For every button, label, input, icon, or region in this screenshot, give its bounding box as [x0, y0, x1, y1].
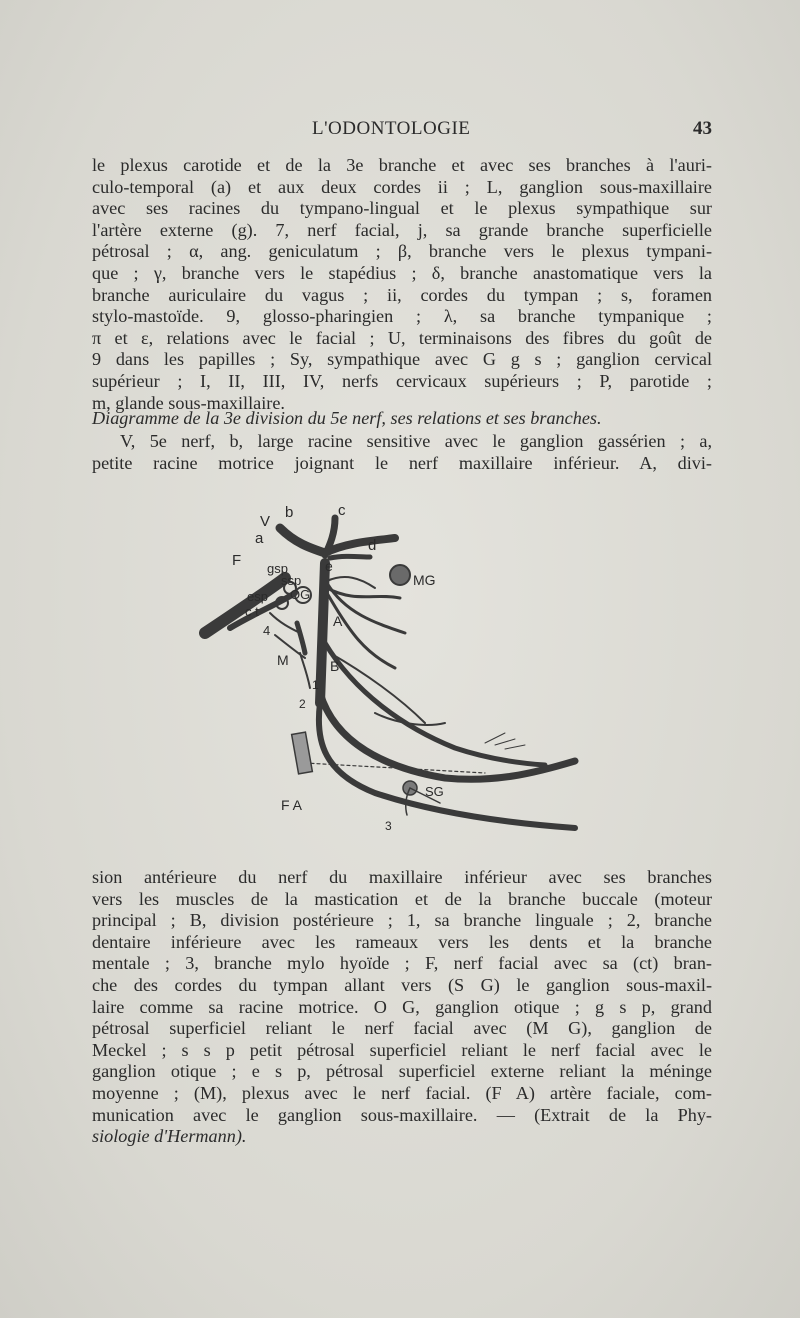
- text-line: branche auriculaire du vagus ; ii, cordes du tympan ; s, foramen: [92, 284, 712, 305]
- label-ct: c t: [245, 604, 259, 619]
- figure-caption-title: Diagramme de la 3e division du 5e nerf, ses relations et ses branches.: [92, 408, 602, 428]
- text-line: sion antérieure du nerf du maxillaire inférieur avec ses branches: [92, 867, 712, 887]
- paragraph-legend-facial: [92, 155, 712, 414]
- text-line: Meckel ; s s p petit pétrosal superficiel reliant le nerf facial avec le: [92, 1039, 712, 1060]
- text-line: avec ses racines du tympano-lingual et le plexus sympathique sur: [92, 198, 712, 219]
- text-line: laire comme sa racine motrice. O G, ganglion otique ; g s p, grand: [92, 996, 712, 1017]
- label-SG: SG: [425, 784, 444, 799]
- text-line: petite racine motrice joignant le nerf maxillaire inférieur. A, divi-: [92, 452, 712, 473]
- paragraph-caption-continued: [92, 867, 712, 1148]
- text-line: vers les muscles de la mastication et de la branche buccale (moteur: [92, 888, 712, 909]
- label-b: b: [285, 504, 294, 521]
- label-d: d: [368, 537, 377, 554]
- text-line: ganglion otique ; e s p, pétrosal superficiel externe reliant la méninge: [92, 1061, 712, 1082]
- label-3: 3: [385, 819, 392, 833]
- text-line: dentaire inférieure avec les rameaux vers les dents et la branche: [92, 931, 712, 952]
- facial-artery: [292, 732, 313, 774]
- label-e: e: [325, 558, 333, 574]
- nerve-root-b: [280, 528, 325, 553]
- main-trunk: [320, 563, 325, 703]
- label-F: F: [232, 552, 242, 569]
- label-MG: MG: [413, 572, 436, 588]
- label-OG: OG: [290, 587, 311, 602]
- nerve-diagram-figure: [185, 493, 625, 853]
- nerve-diagram: [185, 493, 625, 853]
- label-a: a: [255, 530, 264, 547]
- text-line: moyenne ; (M), plexus avec le nerf facial. (F A) artère faciale, com-: [92, 1082, 712, 1103]
- label-1: 1: [312, 678, 319, 692]
- text-line: le plexus carotide et de la 3e branche et avec ses branches à l'auri-: [92, 155, 712, 175]
- text-line: π et ε, relations avec le facial ; U, terminaisons des fibres du goût de: [92, 327, 712, 348]
- label-2: 2: [299, 697, 306, 711]
- text-line: stylo-mastoïde. 9, glosso-pharingien ; λ, sa branche tympanique ;: [92, 306, 712, 327]
- text-line: culo-temporal (a) et aux deux cordes ii ; L, ganglion sous-maxillaire: [92, 176, 712, 197]
- text-line: pétrosal superficiel reliant le nerf facial avec (M G), ganglion de: [92, 1018, 712, 1039]
- text-line: pétrosal ; α, ang. geniculatum ; β, branche vers le plexus tympani-: [92, 241, 712, 262]
- label-M: M: [277, 652, 289, 668]
- label-ssp: ssp: [281, 573, 302, 588]
- text-line: mentale ; 3, branche mylo hyoïde ; F, nerf facial avec sa (ct) bran-: [92, 953, 712, 974]
- nerve-branch-d: [330, 556, 370, 558]
- label-B: B: [330, 658, 340, 674]
- label-c: c: [338, 502, 346, 519]
- text-line: siologie d'Hermann).: [92, 1126, 247, 1147]
- label-gsp: gsp: [267, 561, 288, 576]
- text-line: che des cordes du tympan allant vers (S G) le ganglion sous-maxil-: [92, 974, 712, 995]
- label-esp: esp: [247, 589, 268, 604]
- page-header: [92, 118, 712, 144]
- text-line: m, glande sous-maxillaire.: [92, 392, 285, 413]
- text-line: 9 dans les papilles ; Sy, sympathique avec G g s ; ganglion cervical: [92, 349, 712, 370]
- paragraph-caption-start: [92, 431, 712, 474]
- running-title: L'ODONTOLOGIE: [312, 118, 471, 139]
- text-line: munication avec le ganglion sous-maxillaire. — (Extrait de la Phy-: [92, 1104, 712, 1125]
- text-line: principal ; B, division postérieure ; 1, sa branche linguale ; 2, branche: [92, 910, 712, 931]
- text-line: que ; γ, branche vers le stapédius ; δ, branche anastomatique vers la: [92, 262, 712, 283]
- text-line: supérieur ; I, II, III, IV, nerfs cervicaux supérieurs ; P, parotide ;: [92, 370, 712, 391]
- text-line: V, 5e nerf, b, large racine sensitive avec le ganglion gassérien ; a,: [120, 431, 712, 451]
- label-V: V: [260, 513, 271, 530]
- label-FA: F A: [281, 797, 303, 813]
- label-A: A: [333, 613, 343, 629]
- page-number: 43: [693, 118, 712, 139]
- nerve-branch-c: [325, 538, 395, 553]
- label-4: 4: [263, 623, 271, 638]
- text-line: l'artère externe (g). 7, nerf facial, j, sa grande branche superficielle: [92, 219, 712, 240]
